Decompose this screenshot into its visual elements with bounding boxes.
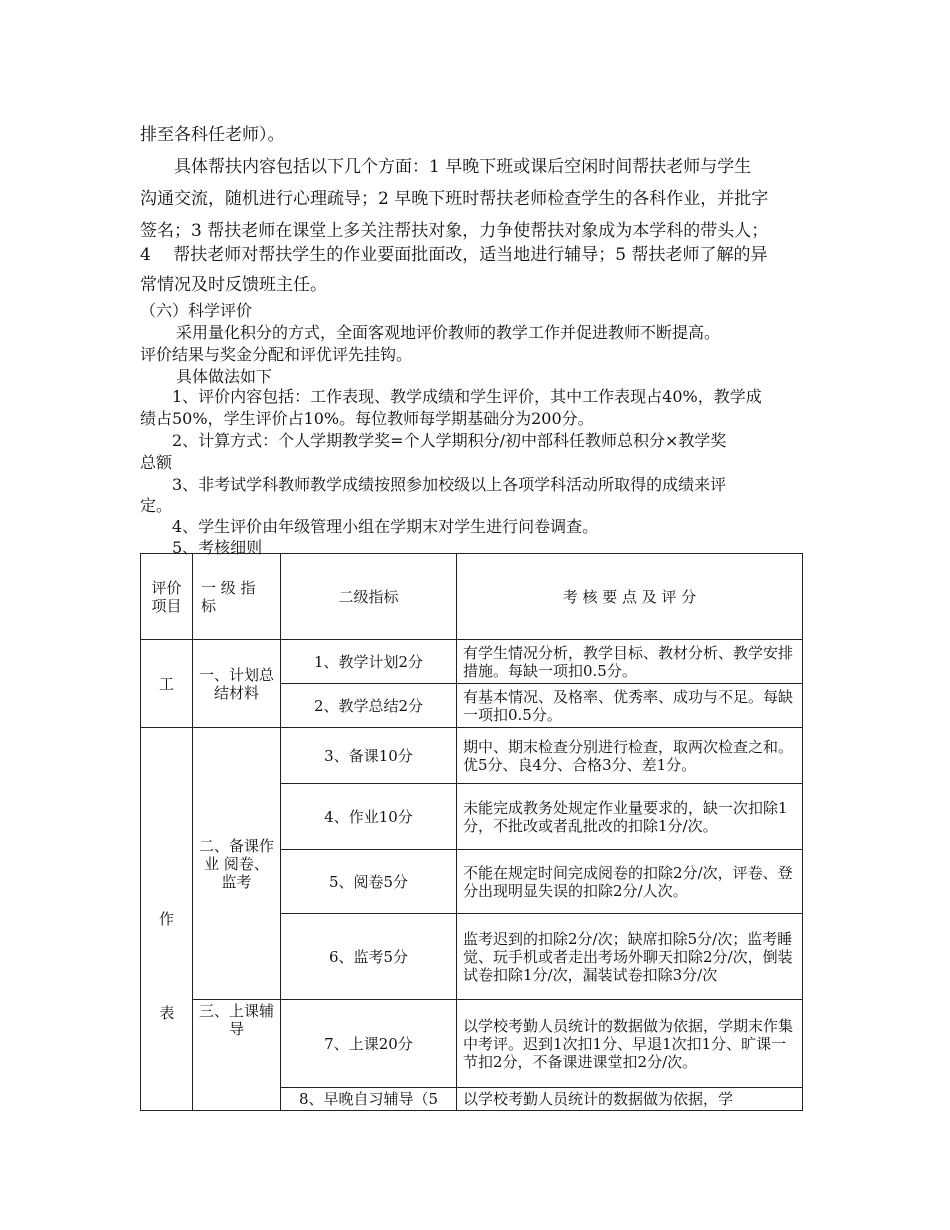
category-char: 工: [141, 640, 193, 728]
table-row: [141, 728, 803, 784]
indicator-name: 6、监考5分: [281, 914, 457, 1000]
category-char: 表: [159, 1004, 175, 1022]
table-row: [141, 640, 803, 684]
indicator-points: 期中、期末检查分别进行检查，取两次检查之和。优5分、良4分、合格3分、差1分。: [457, 728, 803, 784]
paragraph-line: 3、非考试学科教师教学成绩按照参加校级以上各项学科活动所取得的成绩来评: [172, 475, 727, 494]
indicator-points: 有基本情况、及格率、优秀率、成功与不足。每缺一项扣0.5分。: [457, 684, 803, 728]
paragraph-line: 4、学生评价由年级管理小组在学期末对学生进行问卷调查。: [172, 517, 599, 536]
paragraph-line: 常情况及时反馈班主任。: [140, 275, 327, 295]
group-label: 二、备课作业 阅卷、监考: [193, 728, 281, 1000]
paragraph-line: 采用量化积分的方式，全面客观地评价教师的教学工作并促进教师不断提高。: [176, 323, 721, 342]
indicator-points: 以学校考勤人员统计的数据做为依据，学期末作集中考评。迟到1次扣1分、早退1次扣1分、旷课一节扣2分，不备课进课堂扣2分/次。: [457, 1000, 803, 1088]
table-header-row: [141, 554, 803, 640]
indicator-name: 2、教学总结2分: [281, 684, 457, 728]
indicator-points: 有学生情况分析，教学目标、教材分析、教学安排措施。每缺一项扣0.5分。: [457, 640, 803, 684]
header-level1: 一 级 指 标: [193, 554, 281, 640]
paragraph-line: 绩占50%，学生评价占10%。每位教师每学期基础分为200分。: [140, 409, 594, 428]
paragraph-line: 5、考核细则: [172, 538, 263, 557]
table-row: [141, 1000, 803, 1088]
paragraph-line: 1、评价内容包括：工作表现、教学成绩和学生评价，其中工作表现占40%，教学成: [172, 387, 762, 406]
paragraph-line: 排至各科任老师）。: [140, 125, 285, 145]
indicator-name: 1、教学计划2分: [281, 640, 457, 684]
header-item: 评价项目: [141, 554, 193, 640]
category-char: 作: [141, 728, 193, 1111]
indicator-points: 监考迟到的扣除2分/次；缺席扣除5分/次；监考睡觉、玩手机或者走出考场外聊天扣除2分/次，倒装试卷扣除1分/次，漏装试卷扣除3分/次: [457, 914, 803, 1000]
indicator-points: 不能在规定时间完成阅卷的扣除2分/次，评卷、登分出现明显失误的扣除2分/人次。: [457, 850, 803, 914]
indicator-points: 以学校考勤人员统计的数据做为依据，学: [457, 1088, 803, 1111]
indicator-name: 8、早晚自习辅导（5: [281, 1088, 457, 1111]
indicator-name: 7、上课20分: [281, 1000, 457, 1088]
assessment-table: [140, 553, 803, 1111]
group-label: 三、上课辅导: [193, 1000, 281, 1111]
paragraph-line: 沟通交流，随机进行心理疏导；2 早晚下班时帮扶老师检查学生的各科作业，并批字: [140, 189, 769, 209]
indicator-name: 3、备课10分: [281, 728, 457, 784]
indicator-points: 未能完成教务处规定作业量要求的，缺一次扣除1分，不批改或者乱批改的扣除1分/次。: [457, 784, 803, 850]
group-label: 一、计划总结材料: [193, 640, 281, 728]
paragraph-line: 总额: [140, 453, 173, 472]
paragraph-line: 2、计算方式：个人学期教学奖=个人学期积分/初中部科任教师总积分×教学奖: [172, 431, 727, 450]
paragraph-line: 签名；3 帮扶老师在课堂上多关注帮扶对象，力争使帮扶对象成为本学科的带头人；: [140, 221, 769, 241]
header-level2: 二级指标: [281, 554, 457, 640]
indicator-name: 5、阅卷5分: [281, 850, 457, 914]
paragraph-line: 具体帮扶内容包括以下几个方面：1 早晚下班或课后空闲时间帮扶老师与学生: [174, 157, 752, 177]
header-points: 考 核 要 点 及 评 分: [457, 554, 803, 640]
paragraph-line: 定。: [140, 496, 173, 515]
section-heading: （六）科学评价: [140, 301, 253, 320]
paragraph-line: 4 帮扶老师对帮扶学生的作业要面批面改，适当地进行辅导；5 帮扶老师了解的异: [140, 245, 768, 265]
paragraph-line: 具体做法如下: [176, 367, 273, 386]
paragraph-line: 评价结果与奖金分配和评优评先挂钩。: [140, 345, 413, 364]
indicator-name: 4、作业10分: [281, 784, 457, 850]
